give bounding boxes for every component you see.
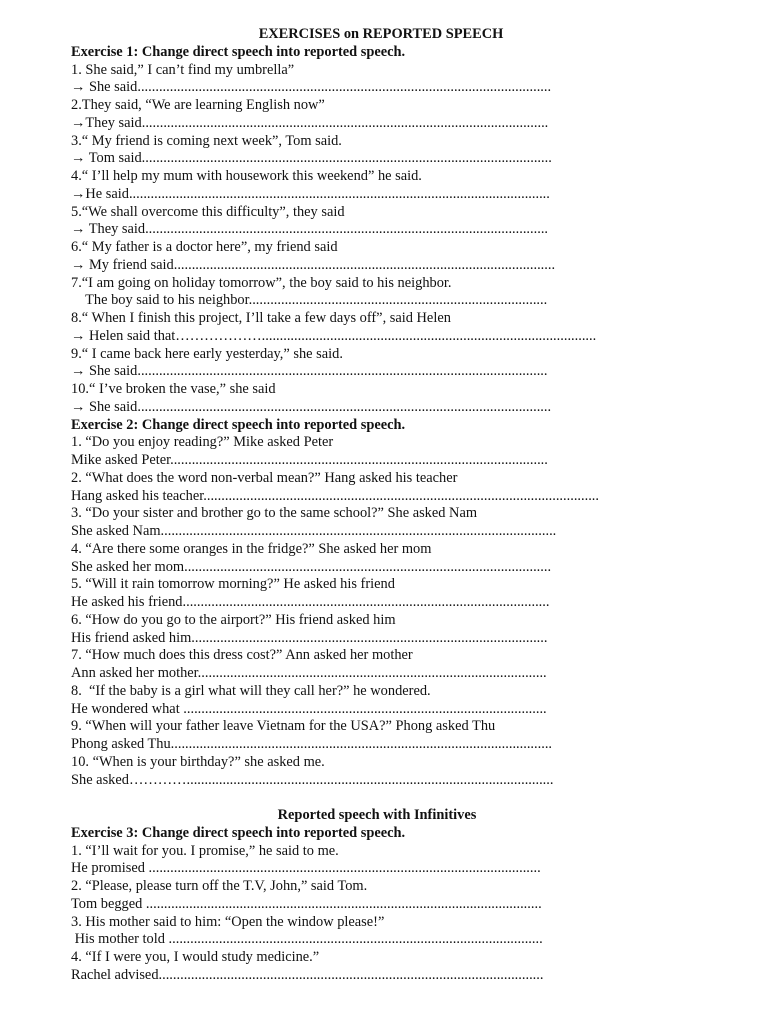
- question-line: 9.“ I came back here early yesterday,” she said.: [71, 345, 343, 362]
- exercise-1-lines: [71, 62, 691, 417]
- question-line: 7. “How much does this dress cost?” Ann asked her mother: [71, 647, 413, 664]
- question-line: 1. “Do you enjoy reading?” Mike asked Peter: [71, 434, 334, 451]
- answer-line: → She said...................................................................................................................: [71, 79, 552, 96]
- section-subtitle: Reported speech with Infinitives: [277, 807, 477, 823]
- answer-line: She asked Nam..............................................................................................................: [71, 523, 557, 539]
- question-line: 4. “Are there some oranges in the fridge?” She asked her mom: [71, 540, 432, 557]
- question-line: 8.“ When I finish this project, I’ll take a few days off”, said Helen: [71, 310, 451, 326]
- section-spacer: [71, 789, 691, 807]
- question-line: 8. “If the baby is a girl what will they call her?” he wondered.: [71, 682, 431, 699]
- answer-line: → She said..................................................................................................................: [71, 363, 548, 380]
- question-line: 1. She said,” I can’t find my umbrella”: [71, 61, 295, 78]
- answer-line: Phong asked Thu..........................................................................................................: [71, 736, 553, 752]
- exercise-3-lines: [71, 843, 691, 985]
- question-line: 5.“We shall overcome this difficulty”, they said: [71, 203, 345, 220]
- question-line: 2. “What does the word non-verbal mean?” Hang asked his teacher: [71, 469, 458, 486]
- answer-line: → They said................................................................................................................: [71, 221, 549, 238]
- answer-line: She asked her mom......................................................................................................: [71, 558, 552, 575]
- answer-line: Mike asked Peter.........................................................................................................: [71, 452, 548, 468]
- answer-line: Hang asked his teacher..............................................................................................................: [71, 487, 600, 504]
- question-line: 1. “I’ll wait for you. I promise,” he said to me.: [71, 842, 339, 859]
- answer-line: He wondered what .....................................................................................................: [71, 700, 547, 717]
- question-line: 4.“ I’ll help my mum with housework this weekend” he said.: [71, 168, 422, 184]
- question-line: 10. “When is your birthday?” she asked me.: [71, 753, 325, 770]
- question-line: 3. His mother said to him: “Open the window please!”: [71, 913, 385, 930]
- question-line: 3. “Do your sister and brother go to the same school?” She asked Nam: [71, 505, 478, 522]
- answer-line: The boy said to his neighbor...................................................................................: [71, 292, 548, 309]
- question-line: 6.“ My father is a doctor here”, my friend said: [71, 239, 338, 255]
- answer-line: He asked his friend......................................................................................................: [71, 594, 550, 610]
- answer-line: → Tom said..................................................................................................................: [71, 150, 552, 167]
- page-title: EXERCISES on REPORTED SPEECH: [258, 26, 504, 42]
- answer-line: He promised .............................................................................................................: [71, 860, 541, 877]
- question-line: 2. “Please, please turn off the T.V, John,” said Tom.: [71, 878, 368, 894]
- answer-line: Rachel advised...........................................................................................................: [71, 966, 544, 983]
- question-line: 10.“ I’ve broken the vase,” she said: [71, 381, 276, 397]
- answer-line: → She said...................................................................................................................: [71, 398, 552, 415]
- answer-line: Ann asked her mother.................................................................................................: [71, 665, 547, 681]
- answer-line: She asked…………......................................................................................................: [71, 771, 554, 788]
- question-line: 5. “Will it rain tomorrow morning?” He asked his friend: [71, 576, 395, 593]
- question-line: 4. “If I were you, I would study medicine.”: [71, 949, 320, 965]
- exercise-2-lines: [71, 434, 691, 789]
- exercise-1-heading: Exercise 1: Change direct speech into reported speech.: [71, 43, 406, 60]
- answer-line: → Helen said that……………….............................................................................................: [71, 327, 597, 344]
- question-line: 9. “When will your father leave Vietnam for the USA?” Phong asked Thu: [71, 718, 496, 735]
- worksheet-page: [71, 26, 691, 985]
- question-line: 3.“ My friend is coming next week”, Tom said.: [71, 132, 342, 149]
- answer-line: →He said.....................................................................................................................: [71, 185, 550, 202]
- answer-line: → My friend said..........................................................................................................: [71, 256, 556, 273]
- question-line: 7.“I am going on holiday tomorrow”, the boy said to his neighbor.: [71, 274, 452, 291]
- answer-line: →They said.................................................................................................................: [71, 114, 549, 131]
- question-line: 2.They said, “We are learning English now”: [71, 97, 325, 113]
- exercise-3-heading: Exercise 3: Change direct speech into reported speech.: [71, 824, 406, 841]
- exercise-2-heading: Exercise 2: Change direct speech into reported speech.: [71, 416, 406, 433]
- question-line: 6. “How do you go to the airport?” His friend asked him: [71, 611, 396, 628]
- answer-line: Tom begged ..............................................................................................................: [71, 895, 542, 912]
- answer-line: His mother told ........................................................................................................: [71, 931, 543, 948]
- answer-line: His friend asked him...................................................................................................: [71, 629, 548, 646]
